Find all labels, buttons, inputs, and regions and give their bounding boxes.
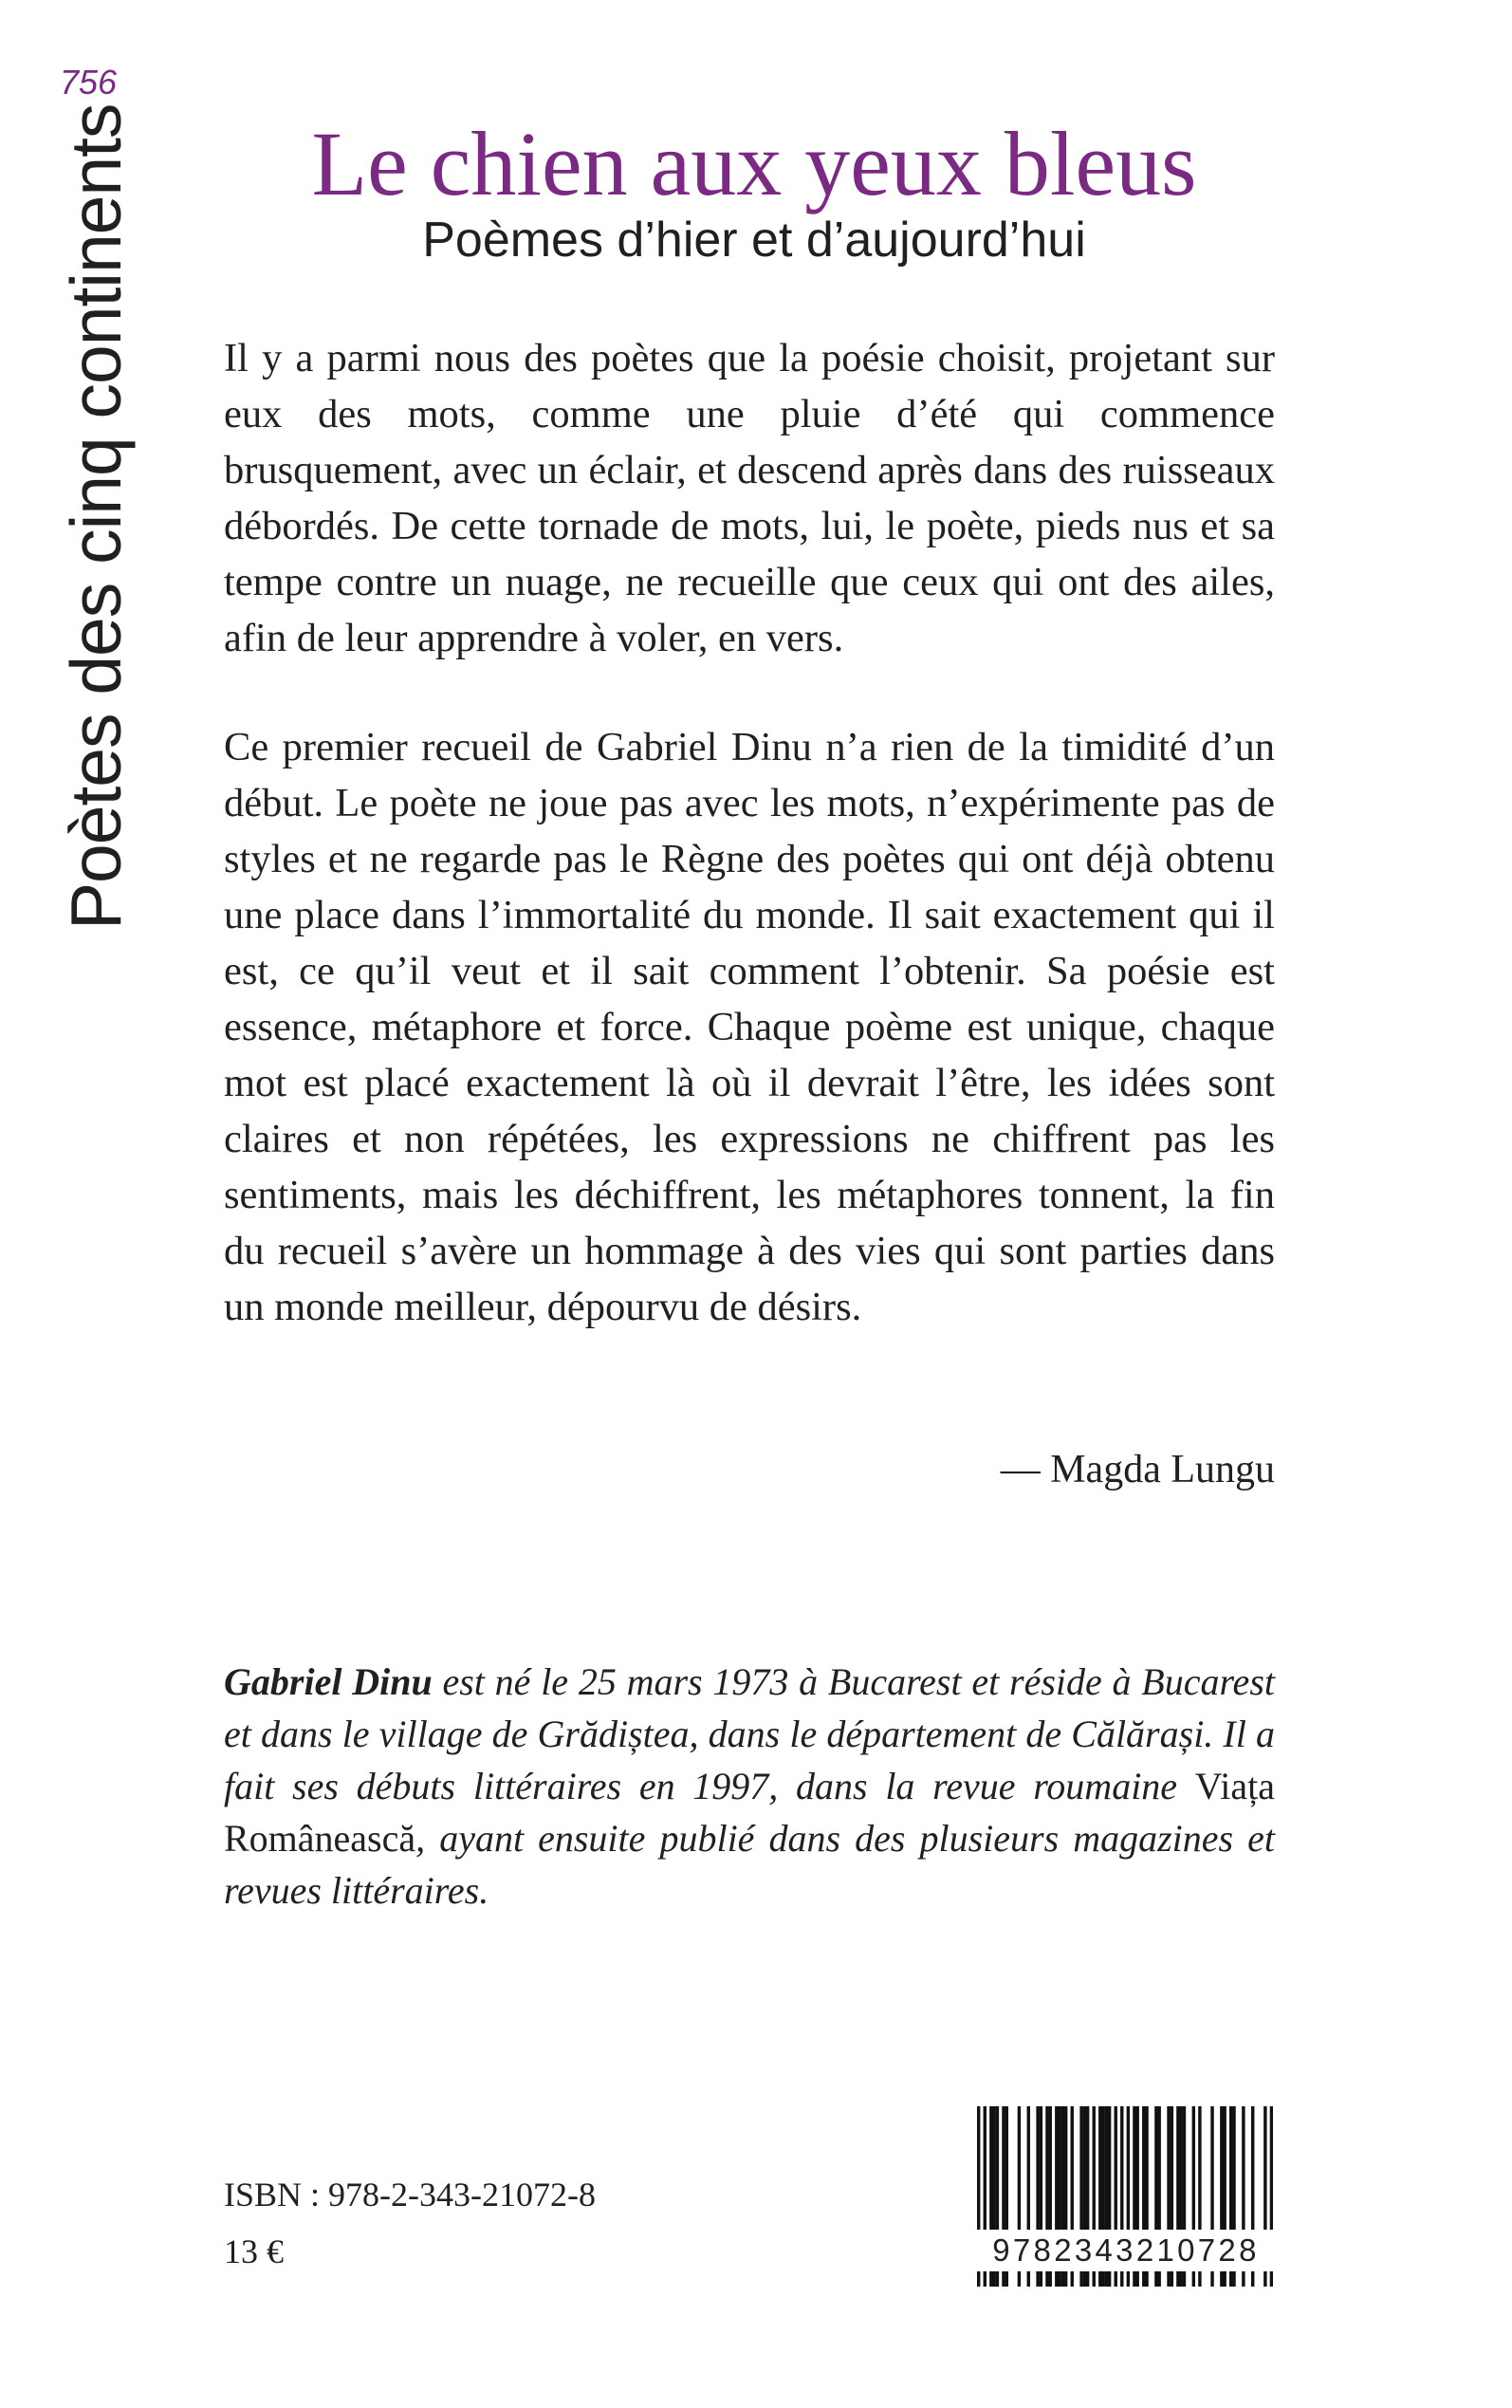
blurb-paragraph-1: Il y a parmi nous des poètes que la poésie choisit, projetant sur eux des mots, comme une pluie d’été qui commence brusquement, avec un éclair, et descend après dans des ruisseaux débordés. De cette tornade de mots, lui, le poète, pieds nus et sa tempe contre un nuage, ne recueille que ceux qui ont des ailes, afin de leur apprendre à voler, en vers. (224, 336, 1275, 660)
blurb-paragraph-2: Ce premier recueil de Gabriel Dinu n’a rien de la timidité d’un début. Le poète ne joue pas avec les mots, n’expérimente pas de styles et ne regarde pas le Règne des poètes qui ont déjà obtenu une place dans l’immortalité du monde. Il sait exactement qui il est, ce qu’il veut et il sait comment l’obtenir. Sa poésie est essence, métaphore et force. Chaque poème est unique, chaque mot est placé exactement là où il devrait l’être, les idées sont claires et non répétées, les expressions ne chiffrent pas les sentiments, mais les déchiffrent, les métaphores tonnent, la fin du recueil s’avère un hommage à des vies qui sont parties dans un monde meilleur, dépourvu de désirs. (224, 725, 1275, 1329)
author-name: Gabriel Dinu (224, 1660, 433, 1703)
price: 13 € (224, 2232, 284, 2270)
blurb-signature: — Magda Lungu (1000, 1448, 1275, 1491)
author-bio-text-2: , ayant ensuite publié dans des plusieurs magazines et revues littéraires. (224, 1817, 1275, 1912)
series-name: Poètes des cinq continents (56, 103, 136, 930)
isbn: ISBN : 978-2-343-21072-8 (224, 2176, 596, 2214)
journal-name: Viața Românească (224, 1765, 1275, 1860)
book-subtitle: Poèmes d’hier et d’aujourd’hui (422, 213, 1086, 268)
author-bio-text-1: est né le 25 mars 1973 à Bucarest et réside à Bucarest et dans le village de Grădiștea, dans le département de Călărași. Il a fait ses débuts littéraires en 1997, dans la revue roumaine (224, 1660, 1275, 1807)
author-bio (224, 1656, 1275, 1917)
barcode-digits: 9782343210728 (975, 2230, 1277, 2271)
series-number: 756 (60, 63, 118, 102)
book-title: Le chien aux yeux bleus (311, 113, 1197, 214)
